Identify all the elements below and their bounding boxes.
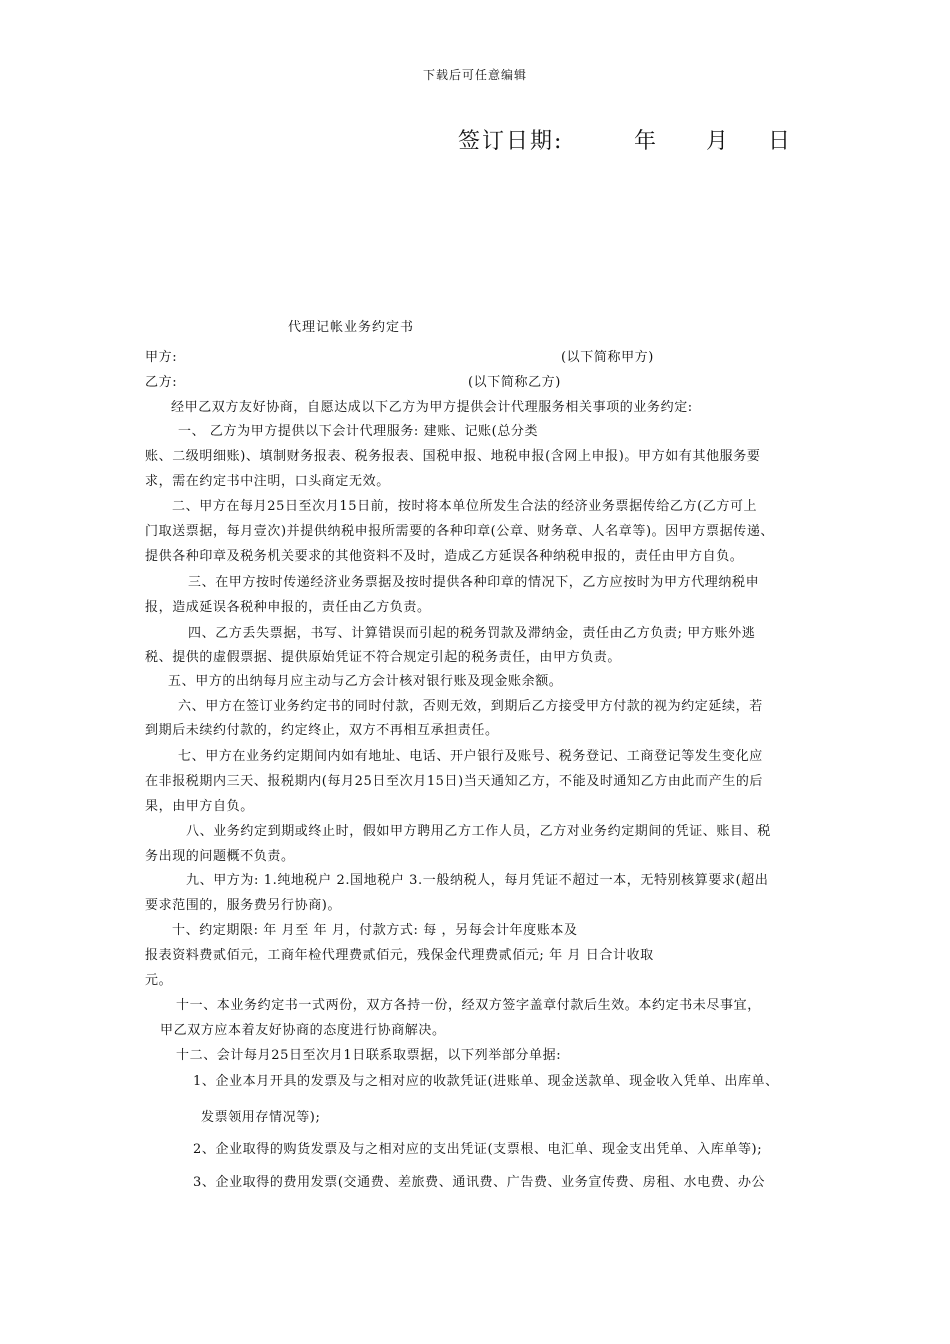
party-b-suffix: (以下简称乙方) — [468, 375, 561, 390]
body-line: 报表资料费贰佰元，工商年检代理费贰佰元，残保金代理费贰佰元; 年 月 日合计收取 — [145, 948, 654, 963]
body-line: 在非报税期内三天、报税期内(每月25日至次月15日)当天通知乙方，不能及时通知乙方由此而产生的后 — [145, 774, 764, 789]
party-a-suffix: (以下简称甲方) — [561, 350, 654, 365]
body-line: 一、 乙方为甲方提供以下会计代理服务: 建账、记账(总分类 — [178, 424, 539, 439]
body-line: 三、在甲方按时传递经济业务票据及按时提供各种印章的情况下，乙方应按时为甲方代理纳税申 — [188, 575, 760, 590]
body-line: 经甲乙双方友好协商，自愿达成以下乙方为甲方提供会计代理服务相关事项的业务约定: — [171, 400, 693, 415]
party-a-label: 甲方: — [145, 350, 178, 365]
sign-date-year: 年 — [634, 129, 659, 154]
body-line: 2、企业取得的购货发票及与之相对应的支出凭证(支票根、电汇单、现金支出凭单、入库单等); — [193, 1142, 763, 1157]
sign-date-month: 月 — [706, 129, 731, 154]
body-line: 五、甲方的出纳每月应主动与乙方会计核对银行账及现金账余额。 — [168, 674, 563, 689]
body-line: 报，造成延误各税种申报的，责任由乙方负责。 — [145, 600, 431, 615]
body-line: 提供各种印章及税务机关要求的其他资料不及时，造成乙方延误各种纳税申报的，责任由甲方自负。 — [145, 549, 744, 564]
body-line: 六、甲方在签订业务约定书的同时付款，否则无效，到期后乙方接受甲方付款的视为约定延续，若 — [178, 699, 763, 714]
sign-date-label: 签订日期: — [458, 129, 564, 154]
body-line: 到期后未续约付款的，约定终止，双方不再相互承担责任。 — [145, 723, 499, 738]
body-line: 果，由甲方自负。 — [145, 799, 254, 814]
body-line: 十、约定期限: 年 月至 年 月，付款方式: 每 ，另每会计年度账本及 — [172, 923, 578, 938]
body-line: 十二、会计每月25日至次月1日联系取票据，以下列举部分单据: — [176, 1048, 562, 1063]
body-line: 要求范围的，服务费另行协商)。 — [145, 898, 342, 913]
body-line: 3、企业取得的费用发票(交通费、差旅费、通讯费、广告费、业务宣传费、房租、水电费、办公 — [193, 1175, 766, 1190]
body-line: 求，需在约定书中注明，口头商定无效。 — [145, 474, 390, 489]
body-line: 务出现的问题概不负责。 — [145, 849, 295, 864]
body-line: 账、二级明细账)、填制财务报表、税务报表、国税申报、地税申报(含网上申报)。甲方如有其他服务要 — [145, 449, 761, 464]
party-b-label: 乙方: — [145, 375, 178, 390]
body-line: 十一、本业务约定书一式两份，双方各持一份，经双方签字盖章付款后生效。本约定书未尽事宜， — [176, 998, 761, 1013]
sign-date-day: 日 — [768, 129, 793, 154]
header-note: 下载后可任意编辑 — [422, 68, 527, 82]
body-line: 四、乙方丢失票据，书写、计算错误而引起的税务罚款及滞纳金，责任由乙方负责; 甲方账外逃 — [188, 626, 756, 641]
body-line: 甲乙双方应本着友好协商的态度进行协商解决。 — [160, 1023, 446, 1038]
body-line: 九、甲方为: 1.纯地税户 2.国地税户 3.一般纳税人，每月凭证不超过一本，无特别核算要求(超出 — [186, 873, 769, 888]
document-title: 代理记帐业务约定书 — [288, 320, 415, 335]
body-line: 税、提供的虚假票据、提供原始凭证不符合规定引起的税务责任，由甲方负责。 — [145, 650, 622, 665]
body-line: 门取送票据，每月壹次)并提供纳税申报所需要的各种印章(公章、财务章、人名章等)。因甲方票据传递、 — [145, 524, 775, 539]
body-line: 发票领用存情况等); — [201, 1110, 321, 1125]
body-line: 八、业务约定到期或终止时，假如甲方聘用乙方工作人员，乙方对业务约定期间的凭证、账目、税 — [186, 824, 771, 839]
body-line: 1、企业本月开具的发票及与之相对应的收款凭证(进账单、现金送款单、现金收入凭单、出库单、 — [193, 1074, 779, 1089]
body-line: 二、甲方在每月25日至次月15日前，按时将本单位所发生合法的经济业务票据传给乙方(乙方可上 — [172, 499, 758, 514]
body-line: 元。 — [145, 973, 173, 988]
body-line: 七、甲方在业务约定期间内如有地址、电话、开户银行及账号、税务登记、工商登记等发生变化应 — [178, 749, 763, 764]
